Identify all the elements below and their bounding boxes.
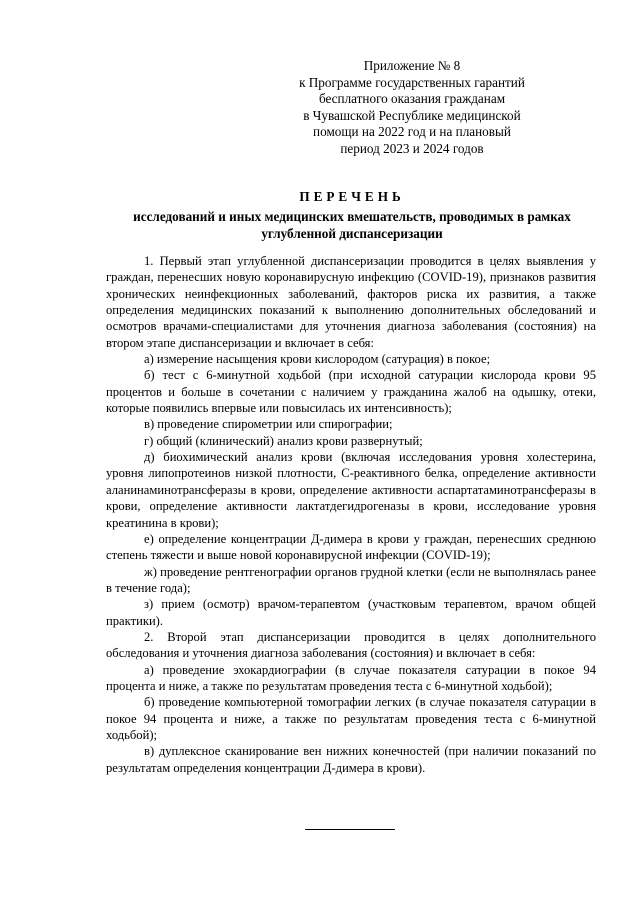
appendix-line: бесплатного оказания гражданам (318, 91, 506, 107)
appendix-line: Приложение № 8 (363, 58, 461, 73)
paragraph: б) проведение компьютерной томографии легких (в случае показателя сатурации в покое 94 процента и ниже, а также по результатам проведения теста с 6-минутной ходьбой); (106, 695, 596, 742)
appendix-line: помощи на 2022 год и на плановый (313, 124, 511, 140)
paragraph: ж) проведение рентгенографии органов грудной клетки (если не выполнялась ранее в течение года); (106, 564, 596, 595)
paragraph: в) проведение спирометрии или спирографии; (144, 417, 393, 432)
paragraph: 2. Второй этап диспансеризации проводится в целях дополнительного обследования и уточнения диагноза заболевания (состояния) и включает в себя: (106, 629, 596, 661)
paragraph: е) определение концентрации Д-димера в крови у граждан, перенесших среднюю степень тяжести и выше новой коронавирусной инфекции (COVID-19); (106, 531, 596, 563)
paragraph: в) дуплексное сканирование вен нижних конечностей (при наличии показаний по результатам определения концентрации Д-димера в крови). (106, 744, 596, 775)
paragraph: а) проведение эхокардиографии (в случае показателя сатурации в покое 94 процента и ниже, а также по результатам проведения теста с 6-минутной ходьбой); (106, 662, 596, 693)
end-divider (305, 829, 395, 830)
appendix-line: к Программе государственных гарантий (299, 74, 525, 90)
document-heading (105, 188, 599, 242)
document-body (106, 253, 596, 776)
paragraph: г) общий (клинический) анализ крови развернутый; (144, 433, 423, 448)
appendix-line: в Чувашской Республике медицинской (303, 107, 521, 123)
paragraph: б) тест с 6-минутной ходьбой (при исходной сатурации кислорода крови 95 процентов и больше в сочетании с наличием у гражданина жалоб на одышку, отеки, которые появились впервые или повысилась их интенсивность); (106, 368, 596, 416)
paragraph: з) прием (осмотр) врачом-терапевтом (участковым терапевтом, врачом общей практики). (106, 597, 596, 628)
paragraph: 1. Первый этап углубленной диспансеризации проводится в целях выявления у граждан, перенесших новую коронавирусную инфекцию (COVID-19), признаков развития хронических неинфекционных заболеваний, факторов риска их развития, а также определения медицинских показаний к выполнению дополнительных обследований и осмотров врачами-специалистами для уточнения диагноза заболевания (состояния) на втором этапе диспансеризации и включает в себя: (106, 254, 596, 350)
document-subtitle: исследований и иных медицинских вмешательств, проводимых в рамках (133, 209, 571, 224)
paragraph: д) биохимический анализ крови (включая исследования уровня холестерина, уровня липопротеинов низкой плотности, С-реактивного белка, определение активности аланинаминотрансферазы в крови, определение активности аспартатаминотрансферазы в крови, определение активности лактатдегидрогеназы в крови, исследование уровня креатинина в крови); (106, 450, 596, 530)
document-subtitle: углубленной диспансеризации (261, 226, 443, 241)
appendix-block (252, 58, 572, 158)
paragraph: а) измерение насыщения крови кислородом (сатурация) в покое; (144, 352, 491, 367)
appendix-line: период 2023 и 2024 годов (340, 140, 484, 156)
document-title: ПЕРЕЧЕНЬ (299, 189, 405, 204)
